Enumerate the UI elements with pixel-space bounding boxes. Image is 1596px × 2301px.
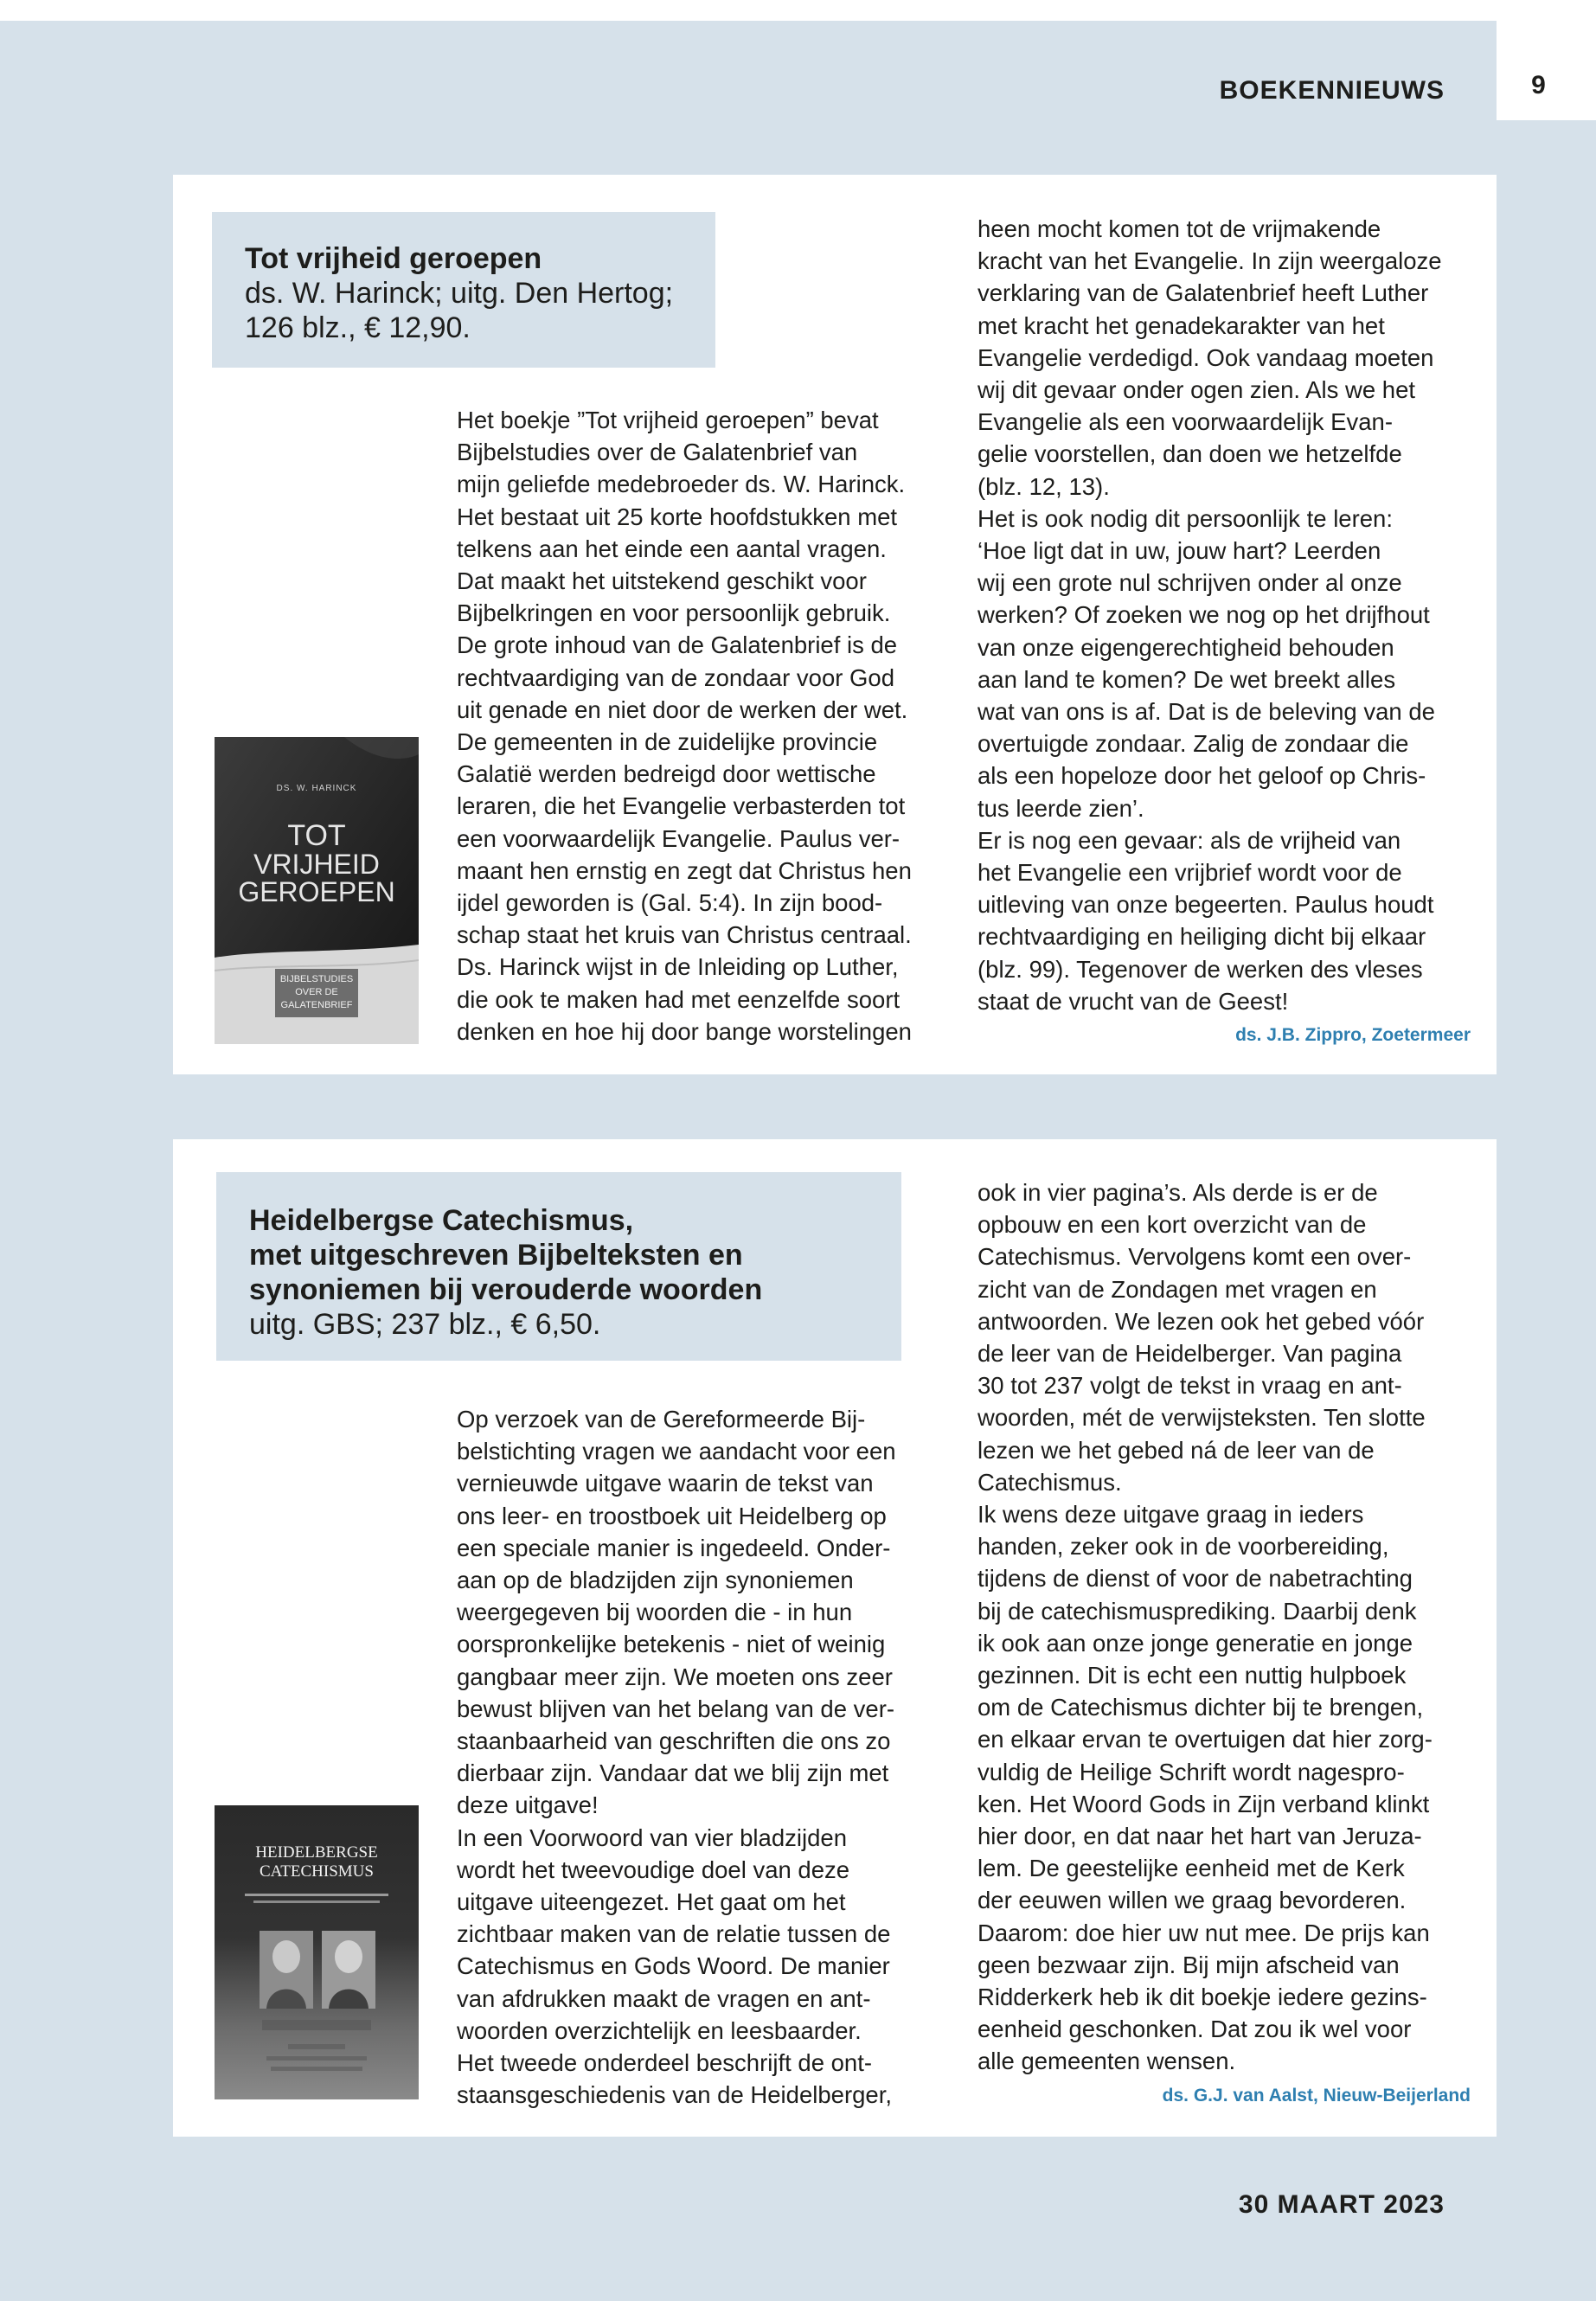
- body-line: Er is nog een gevaar: als de vrijheid van: [977, 826, 1401, 854]
- review-2-column-1: [457, 1403, 941, 2111]
- body-line: staat de vrucht van de Geest!: [977, 987, 1289, 1015]
- body-line: uitleving van onze begeerten. Paulus houdt: [977, 891, 1434, 919]
- body-line: overtuigde zondaar. Zalig de zondaar die: [977, 730, 1409, 758]
- body-line: rechtvaardiging en heiliging dicht bij elkaar: [977, 923, 1426, 951]
- cover-subtitle-line: OVER DE: [295, 987, 338, 997]
- body-line: Daarom: doe hier uw nut mee. De prijs kan: [977, 1919, 1430, 1946]
- review-card-1: [173, 175, 1497, 1074]
- body-line: denken en hoe hij door bange worstelingen: [457, 1017, 912, 1045]
- body-line: gangbaar meer zijn. We moeten ons zeer: [457, 1663, 893, 1690]
- body-line: gelie voorstellen, dan doen we hetzelfde: [977, 440, 1402, 468]
- body-line: (blz. 99). Tegenover de werken des vleses: [977, 955, 1423, 983]
- body-line: Het bestaat uit 25 korte hoofdstukken met: [457, 503, 898, 530]
- body-line: wordt het tweevoudige doel van deze: [457, 1856, 850, 1883]
- body-line: van afdrukken maakt de vragen en ant-: [457, 1984, 871, 2012]
- body-line: bewust blijven van het belang van de ver-: [457, 1695, 895, 1722]
- body-line: Ds. Harinck wijst in de Inleiding op Luther,: [457, 953, 899, 981]
- section-title: BOEKENNIEUWS: [1219, 76, 1445, 105]
- body-line: zicht van de Zondagen met vragen en: [977, 1275, 1377, 1303]
- body-line: leraren, die het Evangelie verbasterden tot: [457, 792, 906, 820]
- body-line: ken. Het Woord Gods in Zijn verband klinkt: [977, 1790, 1430, 1817]
- review-1-column-2: [977, 213, 1471, 1048]
- body-line: kracht van het Evangelie. In zijn weergaloze: [977, 247, 1442, 275]
- body-line: Ridderkerk heb ik dit boekje iedere gezins-: [977, 1984, 1427, 2011]
- review-1-meta-line: ds. W. Harinck; uitg. Den Hertog;: [245, 277, 674, 310]
- body-line: staansgeschiedenis van de Heidelberger,: [457, 2081, 892, 2109]
- page-number-box: [1497, 21, 1596, 120]
- body-line: alle gemeenten wensen.: [977, 2048, 1236, 2075]
- body-line: een speciale manier is ingedeeld. Onder-: [457, 1534, 891, 1561]
- body-line: Catechismus. Vervolgens komt een over-: [977, 1243, 1412, 1271]
- body-line: wij een grote nul schrijven onder al onze: [977, 569, 1402, 597]
- body-line: Evangelie verdedigd. Ook vandaag moeten: [977, 343, 1434, 371]
- body-line: Catechismus en Gods Woord. De manier: [457, 1952, 890, 1980]
- body-line: handen, zeker ook in de voorbereiding,: [977, 1533, 1389, 1561]
- body-line: wij dit gevaar onder ogen zien. Als we het: [977, 376, 1415, 404]
- body-line: aan land te komen? De wet breekt alles: [977, 665, 1396, 693]
- body-line: tus leerde zien’.: [977, 794, 1144, 822]
- body-line: weergegeven bij woorden die - in hun: [457, 1599, 853, 1626]
- body-line: telkens aan het einde een aantal vragen.: [457, 535, 887, 562]
- review-2-title-line: synoniemen bij verouderde woorden: [249, 1273, 763, 1306]
- issue-date: 30 MAART 2023: [1238, 2190, 1445, 2219]
- body-line: In een Voorwoord van vier bladzijden: [457, 1823, 847, 1851]
- body-line: Op verzoek van de Gereformeerde Bij-: [457, 1406, 866, 1433]
- body-line: tijdens de dienst of voor de nabetrachting: [977, 1565, 1413, 1593]
- body-line: verklaring van de Galatenbrief heeft Luther: [977, 279, 1429, 307]
- page-number: 9: [1531, 71, 1546, 99]
- review-1-meta-line: 126 blz., € 12,90.: [245, 311, 471, 344]
- cover-title-line: TOT: [287, 819, 346, 852]
- book-cover-tot-vrijheid: [215, 737, 419, 1044]
- body-line: schap staat het kruis van Christus centraal.: [457, 921, 912, 949]
- body-line: (blz. 12, 13).: [977, 472, 1110, 500]
- body-line: een voorwaardelijk Evangelie. Paulus ver-: [457, 824, 901, 852]
- body-line: de leer van de Heidelberger. Van pagina: [977, 1340, 1402, 1368]
- body-line: oorspronkelijke betekenis - niet of weinig: [457, 1631, 886, 1658]
- body-line: vuldig de Heilige Schrift wordt nagespro-: [977, 1758, 1405, 1785]
- review-1-author: ds. J.B. Zippro, Zoetermeer: [1235, 1025, 1471, 1046]
- body-line: Het boekje ”Tot vrijheid geroepen” bevat: [457, 407, 879, 433]
- body-line: De grote inhoud van de Galatenbrief is de: [457, 631, 898, 659]
- body-line: wat van ons is af. Dat is de beleving van de: [977, 698, 1435, 726]
- body-line: om de Catechismus dichter bij te brengen,: [977, 1694, 1424, 1721]
- body-line: rechtvaardiging van de zondaar voor God: [457, 663, 895, 691]
- body-line: heen mocht komen tot de vrijmakende: [977, 215, 1381, 242]
- review-2-column-2: [977, 1176, 1471, 2109]
- body-line: antwoorden. We lezen ook het gebed vóór: [977, 1307, 1425, 1335]
- body-line: opbouw en een kort overzicht van de: [977, 1211, 1367, 1239]
- review-2-header: [216, 1172, 901, 1361]
- review-1-title: Tot vrijheid geroepen: [245, 242, 542, 275]
- body-line: Bijbelkringen en voor persoonlijk gebruik.: [457, 599, 891, 627]
- body-line: belstichting vragen we aandacht voor een: [457, 1438, 896, 1465]
- cover-title-line: GEROEPEN: [238, 876, 395, 907]
- cover-title-line: VRIJHEID: [253, 849, 380, 880]
- review-1-header: [212, 212, 715, 368]
- body-line: Evangelie als een voorwaardelijk Evan-: [977, 408, 1393, 436]
- body-line: geen bezwaar zijn. Bij mijn afscheid van: [977, 1951, 1400, 1978]
- body-line: hier door, en dat naar het hart van Jeruza-: [977, 1823, 1422, 1850]
- review-2-title-line: Heidelbergse Catechismus,: [249, 1204, 634, 1237]
- body-line: Bijbelstudies over de Galatenbrief van: [457, 439, 858, 466]
- body-line: dierbaar zijn. Vandaar dat we blij zijn met: [457, 1759, 889, 1787]
- top-strip: [0, 0, 1596, 21]
- body-line: ‘Hoe ligt dat in uw, jouw hart? Leerden: [977, 537, 1381, 565]
- body-line: Galatië werden bedreigd door wettische: [457, 760, 876, 788]
- body-line: van onze eigengerechtigheid behouden: [977, 633, 1394, 661]
- cover-title-line: HEIDELBERGSE: [255, 1843, 378, 1862]
- body-line: 30 tot 237 volgt de tekst in vraag en ant-: [977, 1372, 1402, 1400]
- body-line: die ook te maken had met eenzelfde soort: [457, 985, 901, 1013]
- body-line: met kracht het genadekarakter van het: [977, 311, 1385, 339]
- body-line: ik ook aan onze jonge generatie en jonge: [977, 1629, 1413, 1657]
- body-line: en elkaar ervan te overtuigen dat hier zorg-: [977, 1726, 1433, 1753]
- body-line: bij de catechismusprediking. Daarbij denk: [977, 1597, 1417, 1625]
- body-line: ons leer- en troostboek uit Heidelberg op: [457, 1502, 887, 1529]
- body-line: ijdel geworden is (Gal. 5:4). In zijn bood-: [457, 889, 883, 917]
- body-line: lem. De geestelijke eenheid met de Kerk: [977, 1855, 1405, 1882]
- body-line: staanbaarheid van geschriften die ons zo: [457, 1727, 891, 1755]
- body-line: aan op de bladzijden zijn synoniemen: [457, 1567, 854, 1594]
- body-line: lezen we het gebed ná de leer van de: [977, 1436, 1375, 1464]
- review-2-meta-line: uitg. GBS; 237 blz., € 6,50.: [249, 1308, 601, 1341]
- review-card-2: [173, 1139, 1497, 2137]
- body-line: Het tweede onderdeel beschrijft de ont-: [457, 2049, 873, 2077]
- review-2-author: ds. G.J. van Aalst, Nieuw-Beijerland: [1162, 2085, 1471, 2106]
- body-line: der eeuwen willen we graag bevorderen.: [977, 1887, 1407, 1914]
- body-line: gezinnen. Dit is echt een nuttig hulpboek: [977, 1662, 1407, 1689]
- book-cover-heidelbergse-catechismus: [215, 1805, 419, 2099]
- body-line: zichtbaar maken van de relatie tussen de: [457, 1920, 891, 1948]
- body-line: het Evangelie een vrijbrief wordt voor de: [977, 859, 1402, 887]
- body-line: maant hen ernstig en zegt dat Christus hen: [457, 856, 912, 884]
- body-line: ook in vier pagina’s. Als derde is er de: [977, 1179, 1378, 1206]
- body-line: werken? Of zoeken we nog op het drijfhout: [977, 601, 1430, 629]
- body-line: uit genade en niet door de werken der wet.: [457, 695, 908, 723]
- body-line: eenheid geschonken. Dat zou ik wel voor: [977, 2016, 1412, 2043]
- body-line: uitgave uiteengezet. Het gaat om het: [457, 1888, 846, 1916]
- body-line: Catechismus.: [977, 1468, 1122, 1496]
- body-line: deze uitgave!: [457, 1791, 599, 1819]
- body-line: Ik wens deze uitgave graag in ieders: [977, 1501, 1364, 1529]
- body-line: De gemeenten in de zuidelijke provincie: [457, 728, 878, 756]
- review-1-column-1: [457, 404, 941, 1048]
- body-line: Het is ook nodig dit persoonlijk te leren:: [977, 504, 1393, 532]
- review-2-title-line: met uitgeschreven Bijbelteksten en: [249, 1239, 743, 1272]
- body-line: woorden, mét de verwijsteksten. Ten slotte: [977, 1404, 1426, 1432]
- cover-subtitle-line: GALATENBRIEF: [280, 1000, 353, 1010]
- cover-author: DS. W. HARINCK: [276, 784, 357, 793]
- body-line: woorden overzichtelijk en leesbaarder.: [457, 2016, 862, 2044]
- body-line: vernieuwde uitgave waarin de tekst van: [457, 1470, 874, 1497]
- body-line: mijn geliefde medebroeder ds. W. Harinck.: [457, 471, 906, 498]
- cover-title-line: CATECHISMUS: [260, 1862, 374, 1881]
- body-line: als een hopeloze door het geloof op Chris-: [977, 762, 1426, 790]
- body-line: Dat maakt het uitstekend geschikt voor: [457, 567, 867, 595]
- cover-subtitle-line: BIJBELSTUDIES: [279, 974, 354, 984]
